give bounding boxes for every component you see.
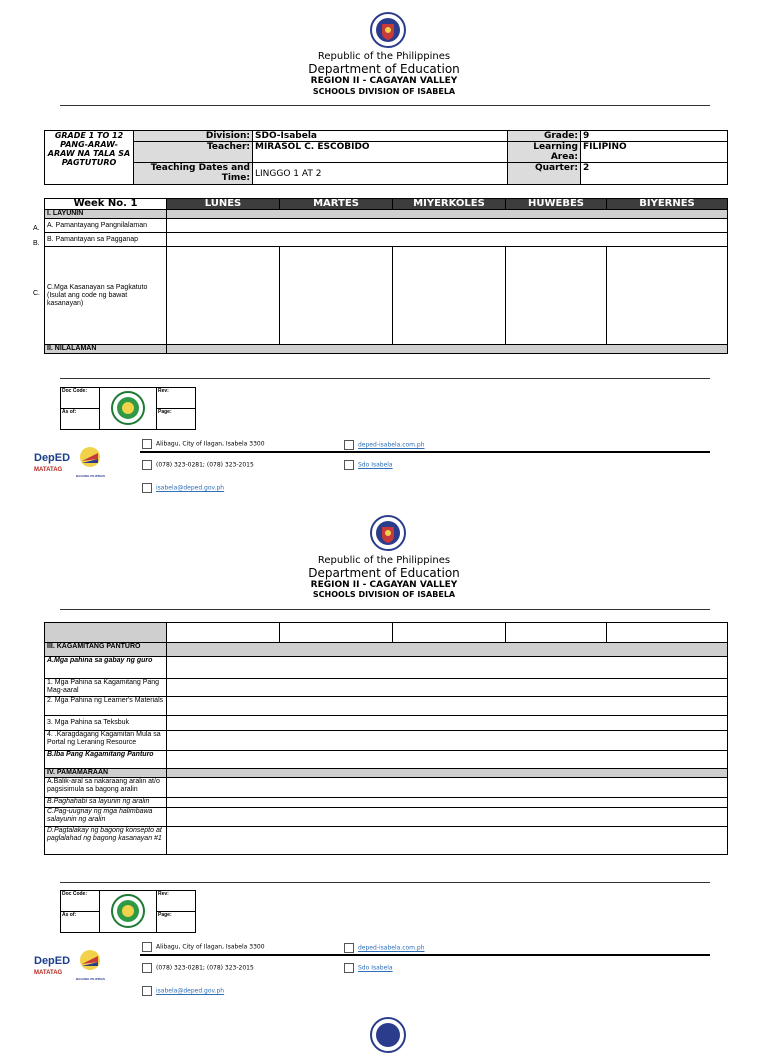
quarter-label: Quarter: <box>508 163 581 185</box>
cell-huwebes <box>506 247 607 345</box>
deped-logo: DepED <box>34 452 71 464</box>
republic-text: Republic of the Philippines <box>317 555 451 566</box>
header-rule <box>60 105 710 106</box>
section-nilalaman: II. NILALAMAN <box>45 345 167 354</box>
facebook-icon <box>344 963 354 973</box>
section-kagamitang-panturo: III. KAGAMITANG PANTURO <box>45 643 167 657</box>
division-text: SCHOOLS DIVISION OF ISABELA <box>312 87 456 96</box>
phone-text: (078) 323-0281; (078) 323-2015 <box>156 461 254 469</box>
deped-logo: DepED <box>34 955 71 967</box>
section-fill <box>167 345 728 354</box>
row-content <box>167 778 728 798</box>
section-fill <box>167 210 728 219</box>
form-title: GRADE 1 TO 12 PANG-ARAW-ARAW NA TALA SA PAGTUTURO <box>45 131 134 185</box>
day-header-martes: MARTES <box>280 199 393 210</box>
week-number: Week No. 1 <box>45 199 167 210</box>
row-kagamitang-pang-mag-aaral: 1. Mga Pahina sa Kagamitang Pang Mag-aaral <box>45 679 167 697</box>
page-label: Page: <box>157 912 196 933</box>
row-pamantayang-pangnilalaman: A. Pamantayang Pangnilalaman <box>45 219 167 233</box>
department-text: Department of Education <box>308 566 460 580</box>
sdo-seal-cell <box>100 388 157 430</box>
row-content <box>167 798 728 808</box>
header-rule <box>60 609 710 610</box>
address-text: Alibagu, City of Ilagan, Isabela 3300 <box>156 943 265 951</box>
teacher-value: MIRASOL C. ESCOBIDO <box>253 142 508 163</box>
address-text: Alibagu, City of Ilagan, Isabela 3300 <box>156 440 265 448</box>
republic-text: Republic of the Philippines <box>317 51 451 62</box>
facebook-line <box>344 460 393 470</box>
section-fill <box>167 769 728 778</box>
blank-cell <box>506 623 607 643</box>
globe-icon <box>344 943 354 953</box>
marker-c: C. <box>33 290 40 297</box>
learning-area-label: Learning Area: <box>508 142 581 163</box>
row-balik-aral: A.Balik-aral sa nakaraang aralin at/o pagsisimula sa bagong aralin <box>45 778 167 798</box>
sdo-seal-cell <box>100 891 157 933</box>
quarter-value: 2 <box>581 163 728 185</box>
day-header-miyerkoles: MIYERKOLES <box>393 199 506 210</box>
marker-a: A. <box>33 225 40 232</box>
bagong-pilipinas-text: BAGONG PILIPINAS <box>76 474 106 478</box>
location-icon <box>142 942 152 952</box>
phone-text: (078) 323-0281; (078) 323-2015 <box>156 964 254 972</box>
row-pagtalakay: D.Pagtalakay ng bagong konsepto at paglalahad ng bagong kasanayan #1 <box>45 827 167 855</box>
teaching-dates-value: LINGGO 1 AT 2 <box>253 163 508 185</box>
rev-label: Rev: <box>157 891 196 912</box>
row-a-content <box>167 219 728 233</box>
address-line <box>142 439 265 449</box>
globe-icon <box>344 440 354 450</box>
phone-line <box>142 963 254 973</box>
department-text: Department of Education <box>308 62 460 76</box>
phone-icon <box>142 460 152 470</box>
row-paghahabi: B.Paghahabi sa layunin ng aralin <box>45 798 167 808</box>
facebook-link[interactable]: Sdo Isabela <box>358 461 393 469</box>
bagong-pilipinas-logo-icon <box>78 948 102 972</box>
division-label: Division: <box>134 131 253 142</box>
email-line <box>142 483 224 493</box>
website-line <box>344 440 425 450</box>
row-iba-pang-kagamitan: B.Iba Pang Kagamitang Panturo <box>45 751 167 769</box>
deped-seal-icon <box>370 513 406 553</box>
section-layunin: I. LAYUNIN <box>45 210 167 219</box>
row-karagdagang-kagamitan: 4. .Karagdagang Kagamitan Mula sa Portal ng Leraning Resource <box>45 731 167 751</box>
matatag-logo: MATATAG <box>34 467 63 473</box>
teaching-dates-label: Teaching Dates and Time: <box>134 163 253 185</box>
as-of-label: As of: <box>61 409 100 430</box>
row-b-content <box>167 233 728 247</box>
row-content <box>167 679 728 697</box>
blank-header <box>45 623 167 643</box>
day-header-lunes: LUNES <box>167 199 280 210</box>
email-link[interactable]: isabela@deped.gov.ph <box>156 484 225 492</box>
division-text: SCHOOLS DIVISION OF ISABELA <box>312 590 456 599</box>
lesson-info-table <box>44 130 728 185</box>
row-gabay-ng-guro: A.Mga pahina sa gabay ng guro <box>45 657 167 679</box>
learning-area-value: FILIPINO <box>581 142 728 163</box>
weekly-plan-table <box>44 198 728 354</box>
marker-b: B. <box>33 240 40 247</box>
doc-code-box <box>60 890 196 933</box>
bagong-pilipinas-text: BAGONG PILIPINAS <box>76 977 106 981</box>
sdo-isabela-seal-icon <box>111 894 145 928</box>
region-text: REGION II - CAGAYAN VALLEY <box>310 580 458 590</box>
footer-divider <box>140 451 710 453</box>
row-content <box>167 827 728 855</box>
teacher-label: Teacher: <box>134 142 253 163</box>
website-link[interactable]: deped-isabela.com.ph <box>358 944 425 952</box>
doc-code-label: Doc Code: <box>61 388 100 409</box>
day-header-biyernes: BIYERNES <box>607 199 728 210</box>
sdo-isabela-seal-icon <box>111 391 145 425</box>
page-label: Page: <box>157 409 196 430</box>
mail-icon <box>142 986 152 996</box>
region-text: REGION II - CAGAYAN VALLEY <box>310 76 458 86</box>
row-mga-kasanayan: C.Mga Kasanayan sa Pagkatuto (Isulat ang code ng bawat kasanayan) <box>45 247 167 345</box>
website-link[interactable]: deped-isabela.com.ph <box>358 441 425 449</box>
day-header-huwebes: HUWEBES <box>506 199 607 210</box>
website-line <box>344 943 425 953</box>
footer-divider <box>140 954 710 956</box>
doc-code-box <box>60 387 196 430</box>
blank-cell <box>280 623 393 643</box>
email-link[interactable]: isabela@deped.gov.ph <box>156 987 225 995</box>
footer-rule <box>60 882 710 883</box>
row-learners-materials: 2. Mga Pahina ng Learner's Materials <box>45 697 167 716</box>
row-teksbuk: 3. Mga Pahina sa Teksbuk <box>45 716 167 731</box>
blank-cell <box>167 623 280 643</box>
cell-miyerkoles <box>393 247 506 345</box>
section-fill <box>167 643 728 657</box>
cell-martes <box>280 247 393 345</box>
phone-line <box>142 460 254 470</box>
section-pamamaraan: IV. PAMAMARAAN <box>45 769 167 778</box>
facebook-line <box>344 963 393 973</box>
facebook-icon <box>344 460 354 470</box>
blank-cell <box>393 623 506 643</box>
row-pag-uugnay: C.Pag-uugnay ng mga halimbawa salayunin ng aralin <box>45 808 167 827</box>
blank-cell <box>607 623 728 643</box>
row-content <box>167 657 728 679</box>
cell-biyernes <box>607 247 728 345</box>
as-of-label: As of: <box>61 912 100 933</box>
grade-value: 9 <box>581 131 728 142</box>
row-content <box>167 716 728 731</box>
deped-seal-icon <box>370 10 406 50</box>
matatag-logo: MATATAG <box>34 970 63 976</box>
email-line <box>142 986 224 996</box>
row-content <box>167 731 728 751</box>
row-content <box>167 808 728 827</box>
grade-label: Grade: <box>508 131 581 142</box>
rev-label: Rev: <box>157 388 196 409</box>
division-value: SDO-Isabela <box>253 131 508 142</box>
kagamitan-table <box>44 622 728 855</box>
cell-lunes <box>167 247 280 345</box>
footer-rule <box>60 378 710 379</box>
location-icon <box>142 439 152 449</box>
doc-code-label: Doc Code: <box>61 891 100 912</box>
mail-icon <box>142 483 152 493</box>
row-content <box>167 697 728 716</box>
phone-icon <box>142 963 152 973</box>
row-pamantayan-sa-pagganap: B. Pamantayan sa Pagganap <box>45 233 167 247</box>
deped-seal-icon <box>370 1015 406 1055</box>
bagong-pilipinas-logo-icon <box>78 445 102 469</box>
facebook-link[interactable]: Sdo Isabela <box>358 964 393 972</box>
address-line <box>142 942 265 952</box>
row-content <box>167 751 728 769</box>
